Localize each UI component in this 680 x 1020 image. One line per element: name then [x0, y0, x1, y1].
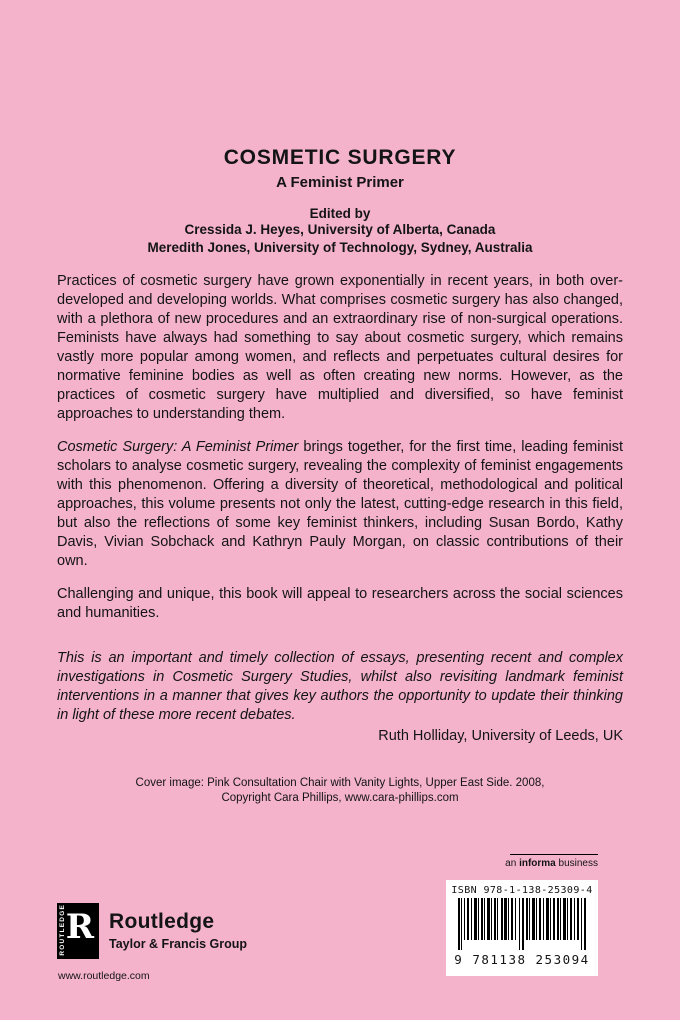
barcode-digits: 9 781138 253094 [454, 952, 590, 967]
credit-line: Copyright Cara Phillips, www.cara-phillips.com [221, 792, 459, 804]
title-block [0, 146, 680, 257]
blurb [57, 272, 623, 806]
review-quote: This is an important and timely collection of essays, presenting recent and complex investigations in Cosmetic Surgery Studies, whilst also revisiting landmark feminist interventions in a manner that gives key authors the opportunity to update their thinking in light of these more recent debates. [57, 650, 623, 723]
publisher-brand [109, 903, 247, 951]
book-subtitle: A Feminist Primer [276, 174, 404, 191]
editor-line: Meredith Jones, University of Technology, Sydney, Australia [147, 240, 533, 255]
barcode-bars-graphic [458, 898, 586, 950]
routledge-logo-letter: R [65, 907, 94, 947]
barcode-bars [446, 898, 598, 955]
informa-wordmark: informa [519, 858, 556, 869]
book-title-italic-lead: Cosmetic Surgery: A Feminist Primer [57, 439, 299, 455]
quote-attribution: Ruth Holliday, University of Leeds, UK [378, 728, 623, 744]
cover-image-credit [57, 776, 623, 806]
routledge-logo [57, 903, 99, 959]
book-title: COSMETIC SURGERY [223, 146, 457, 169]
isbn-label: ISBN 978-1-138-25309-4 [451, 885, 593, 896]
edited-by-label: Edited by [309, 206, 371, 221]
credit-line: Cover image: Pink Consultation Chair with Vanity Lights, Upper East Side. 2008, [135, 777, 545, 789]
isbn-barcode [446, 880, 598, 976]
blurb-paragraph: Challenging and unique, this book will appeal to researchers across the social sciences and humanities. [57, 586, 623, 621]
publisher-logo-row [57, 903, 247, 959]
informa-suffix: business [555, 858, 598, 869]
informa-prefix: an [505, 858, 520, 869]
blurb-paragraph: Practices of cosmetic surgery have grown exponentially in recent years, in both over-developed and developing worlds. What comprises cosmetic surgery has also changed, with a plethora of new procedures and an extraordinary rise of non-surgical operations. Feminists have always had something to say about cosmetic surgery, which remains vastly more popular among women, and reflects and perpetuates cultural desires for normative feminine bodies as well as often creating new norms. However, as the practices of cosmetic surgery have multiplied and diversified, so have feminist approaches to understanding them. [57, 273, 623, 422]
informa-rule [510, 854, 598, 855]
publisher-name: Routledge [109, 910, 215, 933]
blurb-paragraph-rest: brings together, for the first time, leading feminist scholars to analyse cosmetic surgery, revealing the complexity of feminist engagements with this phenomenon. Offering a diversity of theoretical, methodological and political approaches, this volume presents not only the latest, cutting-edge research in this field, but also the reflections of some key feminist thinkers, including Susan Bordo, Kathy Davis, Vivian Sobchack and Kathryn Pauly Morgan, on classic contributions of their own. [57, 439, 624, 569]
publisher-block [57, 903, 247, 982]
publisher-group: Taylor & Francis Group [109, 937, 247, 951]
editor-line: Cressida J. Heyes, University of Alberta, Canada [184, 222, 496, 237]
publisher-url: www.routledge.com [58, 970, 150, 982]
routledge-logo-vertical-text: ROUTLEDGE [59, 904, 66, 956]
informa-business-tag [505, 854, 598, 869]
blurb-paragraph [57, 438, 623, 571]
